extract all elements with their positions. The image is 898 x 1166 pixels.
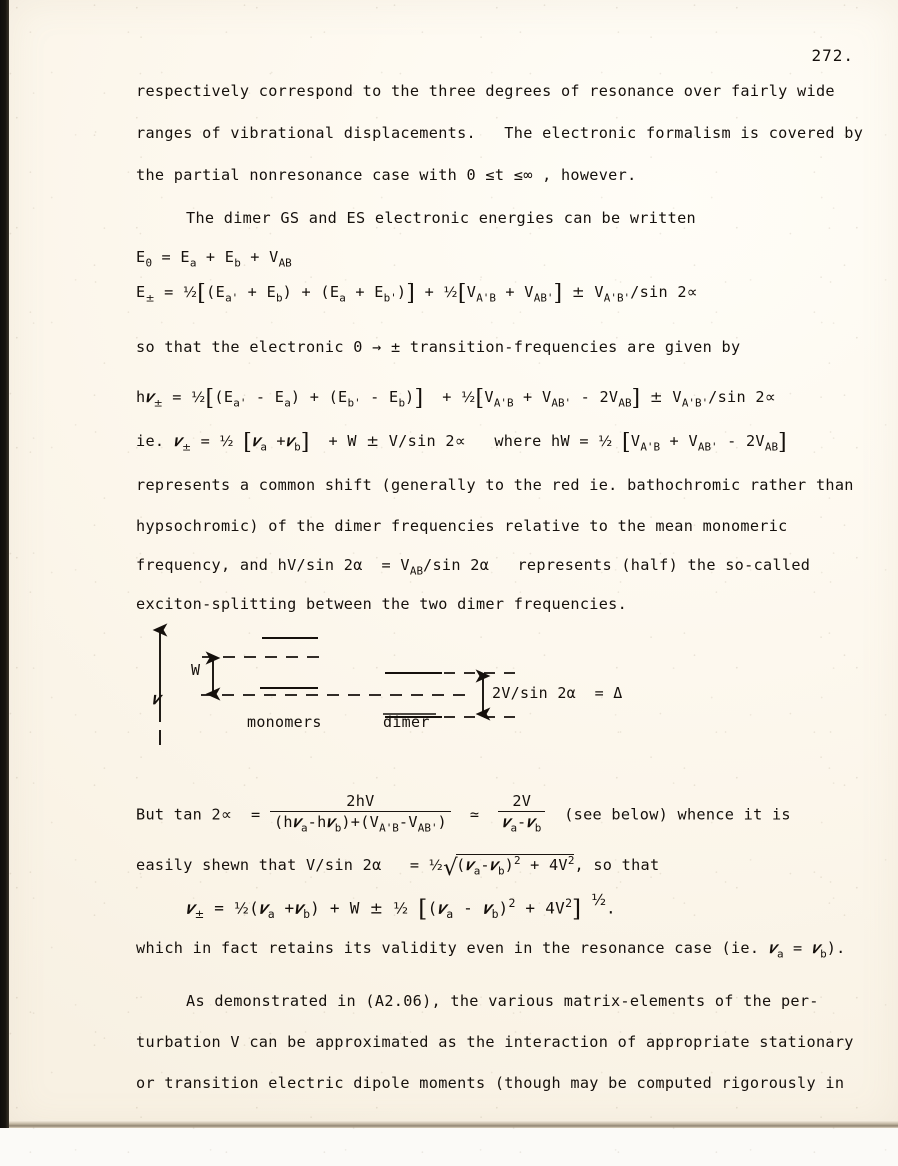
paragraph-line: hypsochromic) of the dimer frequencies relative to the mean monomeric [136, 517, 788, 535]
paper-bottom-edge [9, 1121, 898, 1128]
equation-ie-nu-plus-minus: ie. 𝜈$_\pm$ = ½ [𝜈$_a$ +𝜈$_b$] + W ± V/sin 2∝ where hW = ½ $[V_{A'B} + V_{AB'} - 2V_{AB}]$ [136, 430, 787, 455]
diagram-W-label: W [191, 661, 201, 679]
diagram-monomers-label: monomers [247, 713, 322, 731]
equation-E0: $E_0 = E_a + E_b + V_{AB}$ [136, 248, 292, 270]
fraction-denominator: $(h𝜈_a-h𝜈_b)+(V_{A'B}-V_{AB'})$ [270, 811, 451, 834]
paragraph-line: the partial nonresonance case with 0 ≤t ≤∞ , however. [136, 166, 637, 184]
fraction-denominator: 𝜈$_a$-𝜈$_b$ [498, 811, 545, 834]
equation-tail-text: , so that [574, 856, 660, 875]
paragraph-line: As demonstrated in (A2.06), the various matrix-elements of the per- [186, 992, 819, 1010]
paragraph-line-with-inline-math: which in fact retains its validity even in the resonance case (ie. 𝜈$_a$ = 𝜈$_b$). [136, 938, 846, 961]
equation-lead-text: easily shewn that V/sin 2α = [136, 856, 429, 875]
equation-final-nu-plus-minus: 𝜈$_\pm$ = ½(𝜈$_a$ +𝜈$_b$) + W ± ½ [(𝜈$_a$ - 𝜈$_b$)$^2$ + $4V^2$] $^{\frac{1}{2}}$. [186, 891, 616, 923]
paragraph-line: The dimer GS and ES electronic energies can be written [186, 209, 696, 227]
paragraph-line: exciton-splitting between the two dimer frequencies. [136, 595, 628, 613]
diagram-axis-label: 𝜈 [152, 688, 161, 708]
paragraph-line: so that the electronic 0 → ± transition-frequencies are given by [136, 338, 741, 356]
paragraph-line: or transition electric dipole moments (though may be computed rigorously in [136, 1074, 845, 1092]
fraction-tan2a-second [498, 794, 545, 834]
see-below-note: (see below) whence it is [564, 805, 791, 824]
fraction-numerator: 2hV [346, 792, 375, 810]
paragraph-line: represents a common shift (generally to the red ie. bathochromic rather than [136, 476, 854, 494]
paragraph-line: respectively correspond to the three degrees of resonance over fairly wide [136, 82, 835, 100]
scan-background-below-paper [0, 1128, 898, 1166]
scan-left-dark-border [0, 0, 9, 1128]
equation-E-plus-minus: $E_\pm$ = $\frac{1}{2}[(E_{a'} + E_b) + (E_a + E_{b'})]$ + $\frac{1}{2}[V_{A'B} + V_{AB'}] \pm V_{A'B'}/\sin$ 2∝ [136, 281, 698, 306]
radical-sign: √ [443, 854, 458, 881]
radicand: (𝜈$_a$-𝜈$_b$)$^2$ + $4V^2$ [456, 854, 575, 878]
equation-tan-2alpha: But tan 2∝ = $\frac{2hV}{(h𝜈_a-h𝜈_b)+(V_{A'B}-V_{AB'})}$ ≃ $\frac{2V}{𝜈_a-𝜈_b}$ (see below) whence it is [136, 792, 791, 835]
paragraph-text-tail: /sin 2α represents (half) the so-called [423, 556, 811, 574]
approx-sign: ≃ [469, 805, 480, 824]
square-root [443, 854, 575, 881]
paragraph-line: turbation V can be approximated as the interaction of appropriate stationary [136, 1033, 854, 1051]
fraction-numerator: 2V [512, 792, 532, 810]
page-number: 272. [811, 46, 854, 65]
paragraph-text: which in fact retains its validity even in the resonance case (ie. [136, 939, 769, 957]
paragraph-line: ranges of vibrational displacements. The electronic formalism is covered by [136, 124, 864, 142]
inline-subscript: AB [409, 564, 424, 578]
diagram-splitting-label: 2V/sin 2α = Δ [492, 684, 623, 702]
equation-V-over-sin: easily shewn that V/sin 2α = ½ √ (𝜈$_a$-𝜈$_b$)$^2$ + $4V^2$ , so that [136, 854, 660, 881]
fraction-tan2a-first [270, 794, 451, 834]
paragraph-text: frequency, and hV/sin 2α = V [136, 556, 410, 574]
diagram-dimer-label: dimer [383, 713, 430, 731]
equation-h-nu-plus-minus: h𝜈$_\pm$ = $\frac{1}{2}[(E_{a'} - E_a) + (E_{b'} - E_b)]$ + $\frac{1}{2}[V_{A'B} + V_{AB'} - 2V_{AB}] \pm V_{A'B'}/\sin$ 2∝ [136, 386, 776, 411]
paragraph-line-with-inline-math [136, 558, 810, 578]
